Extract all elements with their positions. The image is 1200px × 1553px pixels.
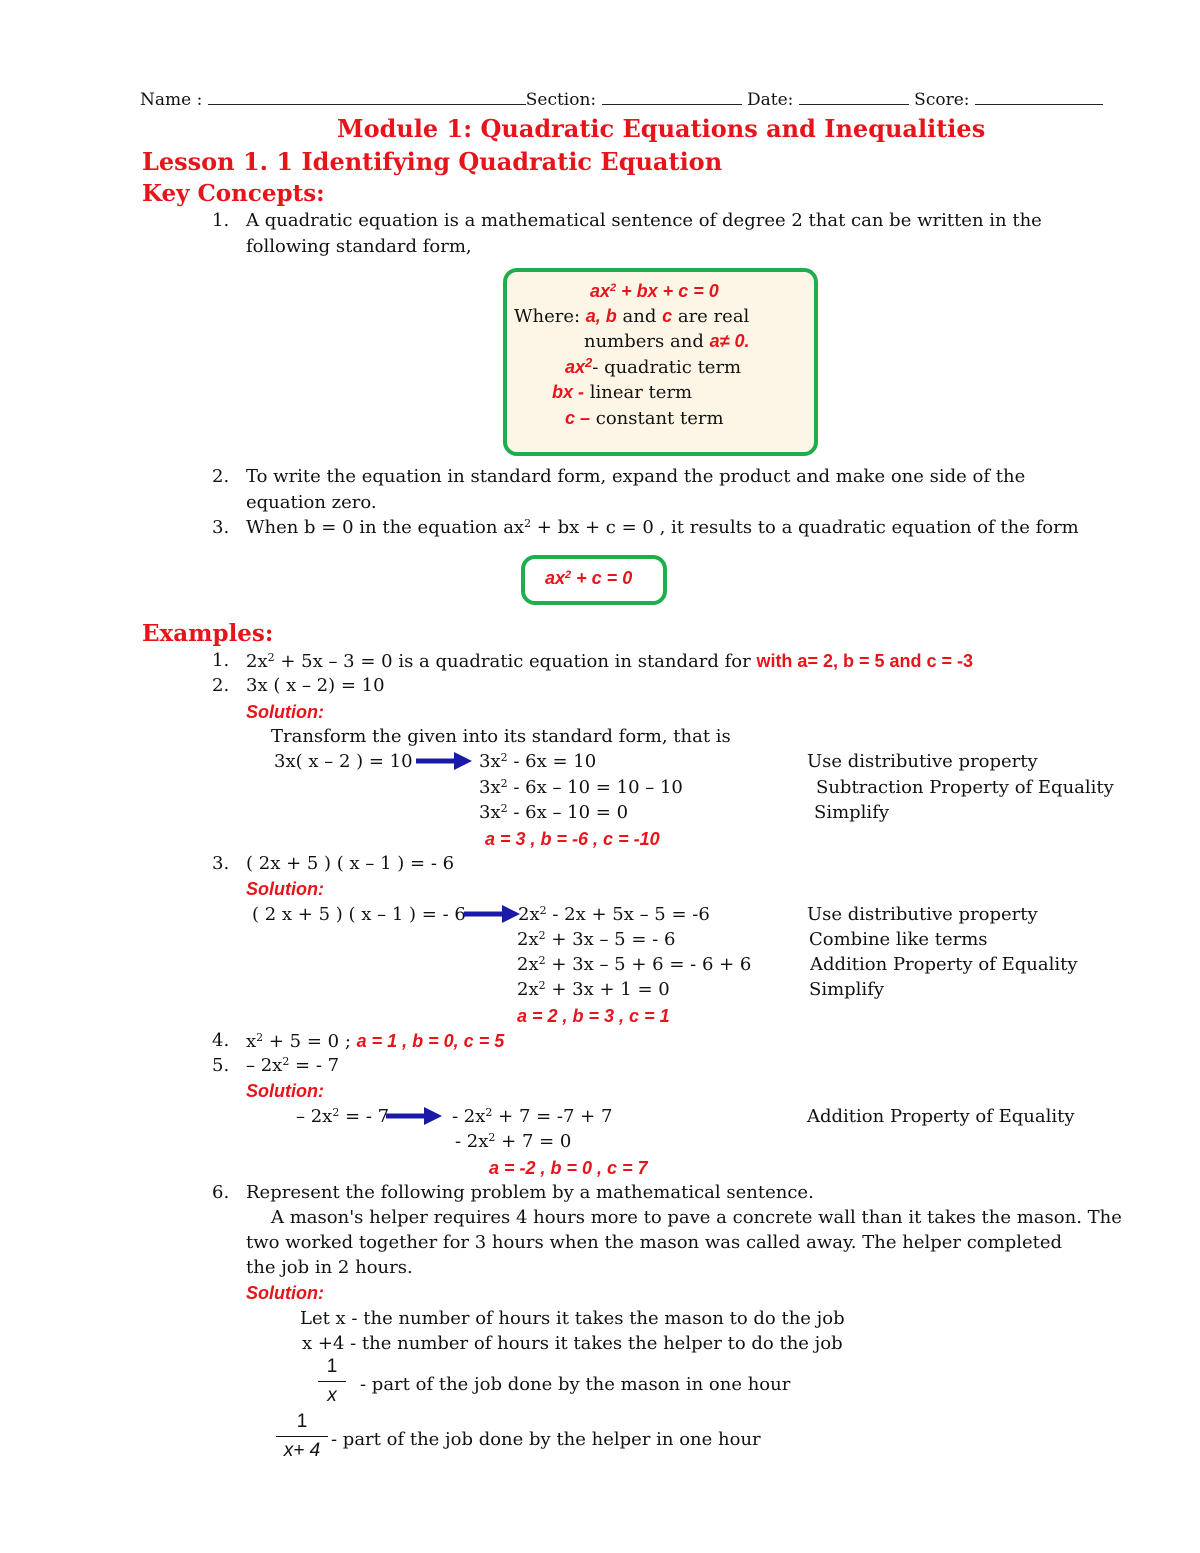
example-3-problem: ( 2x + 5 ) ( x – 1 ) = - 6 — [246, 853, 455, 874]
example-5-reason-1: Addition Property of Equality — [807, 1106, 1075, 1127]
example-3-lhs: ( 2 x + 5 ) ( x – 1 ) = - 6 — [252, 904, 466, 925]
quadratic-term-line: $ax^2-$ quadratic term — [565, 355, 742, 378]
example-6-frac2-text: - part of the job done by the helper in one hour — [331, 1429, 761, 1450]
header-row — [140, 88, 1103, 111]
example-2-lhs: 3x( x – 2 ) = 10 — [274, 751, 413, 772]
example-2-step-1: $3x^2 - 6x = 10$ — [479, 751, 597, 772]
example-2-step-3: $3x^2 - 6x - 10 = 0$ — [479, 802, 629, 823]
example-2-step-2: $3x^2 - 6x - 10 = 10 - 10$ — [479, 777, 683, 798]
where-line: Where: a, b and c are real — [514, 306, 750, 327]
example-2-num: 2. — [212, 675, 230, 696]
example-5-solution-label: Solution: — [246, 1081, 324, 1101]
example-3-reason-2: Combine like terms — [809, 929, 988, 950]
score-field[interactable] — [975, 88, 1103, 105]
example-4-num: 4. — [212, 1030, 230, 1051]
example-5-step-1: - $2x^2 + 7 = -7 + 7$ — [452, 1106, 613, 1127]
concept-1-line1: A quadratic equation is a mathematical sentence of degree 2 that can be written in the — [246, 210, 1042, 231]
example-2-transform: Transform the given into its standard form, that is — [271, 726, 731, 747]
example-5-answer: a = -2 , b = 0 , c = 7 — [489, 1158, 648, 1178]
example-5-step-2: - $2x^2 + 7 = 0$ — [455, 1131, 572, 1152]
standard-form-formula: $ax^2$ + bx + c = 0 — [590, 281, 719, 301]
example-4-text: $x^2 + 5 = 0$ ; a = 1 , b = 0, c = 5 — [246, 1031, 505, 1052]
example-3-step-1: $2x^2 - 2x + 5x - 5 = -6$ — [518, 904, 710, 925]
section-label: Section: — [525, 90, 597, 110]
example-1-num: 1. — [212, 650, 230, 671]
fraction-one-over-x-plus-4 — [276, 1411, 328, 1462]
example-5-arrow-icon — [386, 1105, 442, 1127]
example-5-num: 5. — [212, 1055, 230, 1076]
example-6-frac1-text: - part of the job done by the mason in one hour — [360, 1374, 791, 1395]
name-field[interactable] — [208, 88, 526, 105]
numbers-line: numbers and a≠ 0. — [584, 331, 750, 352]
concept-1-line2: following standard form, — [246, 236, 472, 257]
example-3-num: 3. — [212, 853, 230, 874]
fraction-one-over-x — [318, 1356, 346, 1407]
example-6-problem-line3: the job in 2 hours. — [246, 1257, 413, 1278]
lesson-title: Lesson 1. 1 Identifying Quadratic Equation — [142, 147, 723, 176]
reduced-form-formula: $ax^2 + c = 0$ — [545, 568, 633, 588]
example-3-solution-label: Solution: — [246, 879, 324, 899]
example-6-intro: Represent the following problem by a mathematical sentence. — [246, 1182, 814, 1203]
example-3-answer: a = 2 , b = 3 , c = 1 — [517, 1006, 670, 1026]
date-label: Date: — [746, 90, 794, 110]
example-6-num: 6. — [212, 1182, 230, 1203]
example-3-step-4: $2x^2 + 3x + 1 = 0$ — [517, 979, 670, 1000]
example-3-reason-3: Addition Property of Equality — [810, 954, 1078, 975]
example-2-reason-3: Simplify — [814, 802, 890, 823]
example-2-reason-1: Use distributive property — [807, 751, 1038, 772]
concept-2-line2: equation zero. — [246, 492, 377, 513]
example-6-x-plus-4: x +4 - the number of hours it takes the helper to do the job — [302, 1333, 843, 1354]
module-title: Module 1: Quadratic Equations and Inequalities — [337, 114, 986, 143]
example-6-let-x: Let x - the number of hours it takes the mason to do the job — [300, 1308, 845, 1329]
linear-term-line: bx - linear term — [552, 382, 693, 403]
section-field[interactable] — [602, 88, 742, 105]
constant-term-line: c – constant term — [565, 408, 724, 429]
example-3-reason-1: Use distributive property — [807, 904, 1038, 925]
example-2-solution-label: Solution: — [246, 702, 324, 722]
concept-3-num: 3. — [212, 517, 230, 538]
fraction-1-numerator: 1 — [326, 1356, 338, 1377]
example-5-problem: – $2x^2$ = - 7 — [246, 1055, 340, 1076]
examples-heading: Examples: — [142, 620, 274, 647]
concept-3-text: When b = 0 in the equation $ax^2$ + bx + c = 0 , it results to a quadratic equation of the form — [246, 517, 1079, 538]
fraction-2-denominator: x+ 4 — [283, 1440, 321, 1461]
name-label: Name : — [140, 90, 203, 110]
key-concepts-heading: Key Concepts: — [142, 180, 325, 207]
example-6-problem-line2: two worked together for 3 hours when the mason was called away. The helper completed — [246, 1232, 1063, 1253]
example-5-lhs: – $2x^2$ = - 7 — [296, 1106, 390, 1127]
example-3-arrow-icon — [464, 903, 520, 925]
concept-2-num: 2. — [212, 466, 230, 487]
example-2-answer: a = 3 , b = -6 , c = -10 — [485, 829, 660, 849]
concept-2-line1: To write the equation in standard form, expand the product and make one side of the — [246, 466, 1026, 487]
example-3-reason-4: Simplify — [809, 979, 885, 1000]
example-6-solution-label: Solution: — [246, 1283, 324, 1303]
example-2-arrow-icon — [416, 750, 472, 772]
date-field[interactable] — [799, 88, 909, 105]
example-6-problem-line1: A mason's helper requires 4 hours more to pave a concrete wall than it takes the mason. The — [271, 1207, 1122, 1228]
score-label: Score: — [914, 90, 970, 110]
example-2-problem: 3x ( x – 2) = 10 — [246, 675, 385, 696]
fraction-1-denominator: x — [327, 1385, 337, 1406]
fraction-2-numerator: 1 — [296, 1411, 308, 1432]
example-2-reason-2: Subtraction Property of Equality — [816, 777, 1114, 798]
example-3-step-3: $2x^2 + 3x - 5 + 6$ = - 6 + 6 — [517, 954, 752, 975]
concept-1-num: 1. — [212, 210, 230, 231]
example-3-step-2: $2x^2 + 3x - 5$ = - 6 — [517, 929, 676, 950]
example-1-text: $2x^2 + 5x - 3 = 0$ is a quadratic equation in standard for with a= 2, b = 5 and c = -3 — [246, 651, 974, 672]
